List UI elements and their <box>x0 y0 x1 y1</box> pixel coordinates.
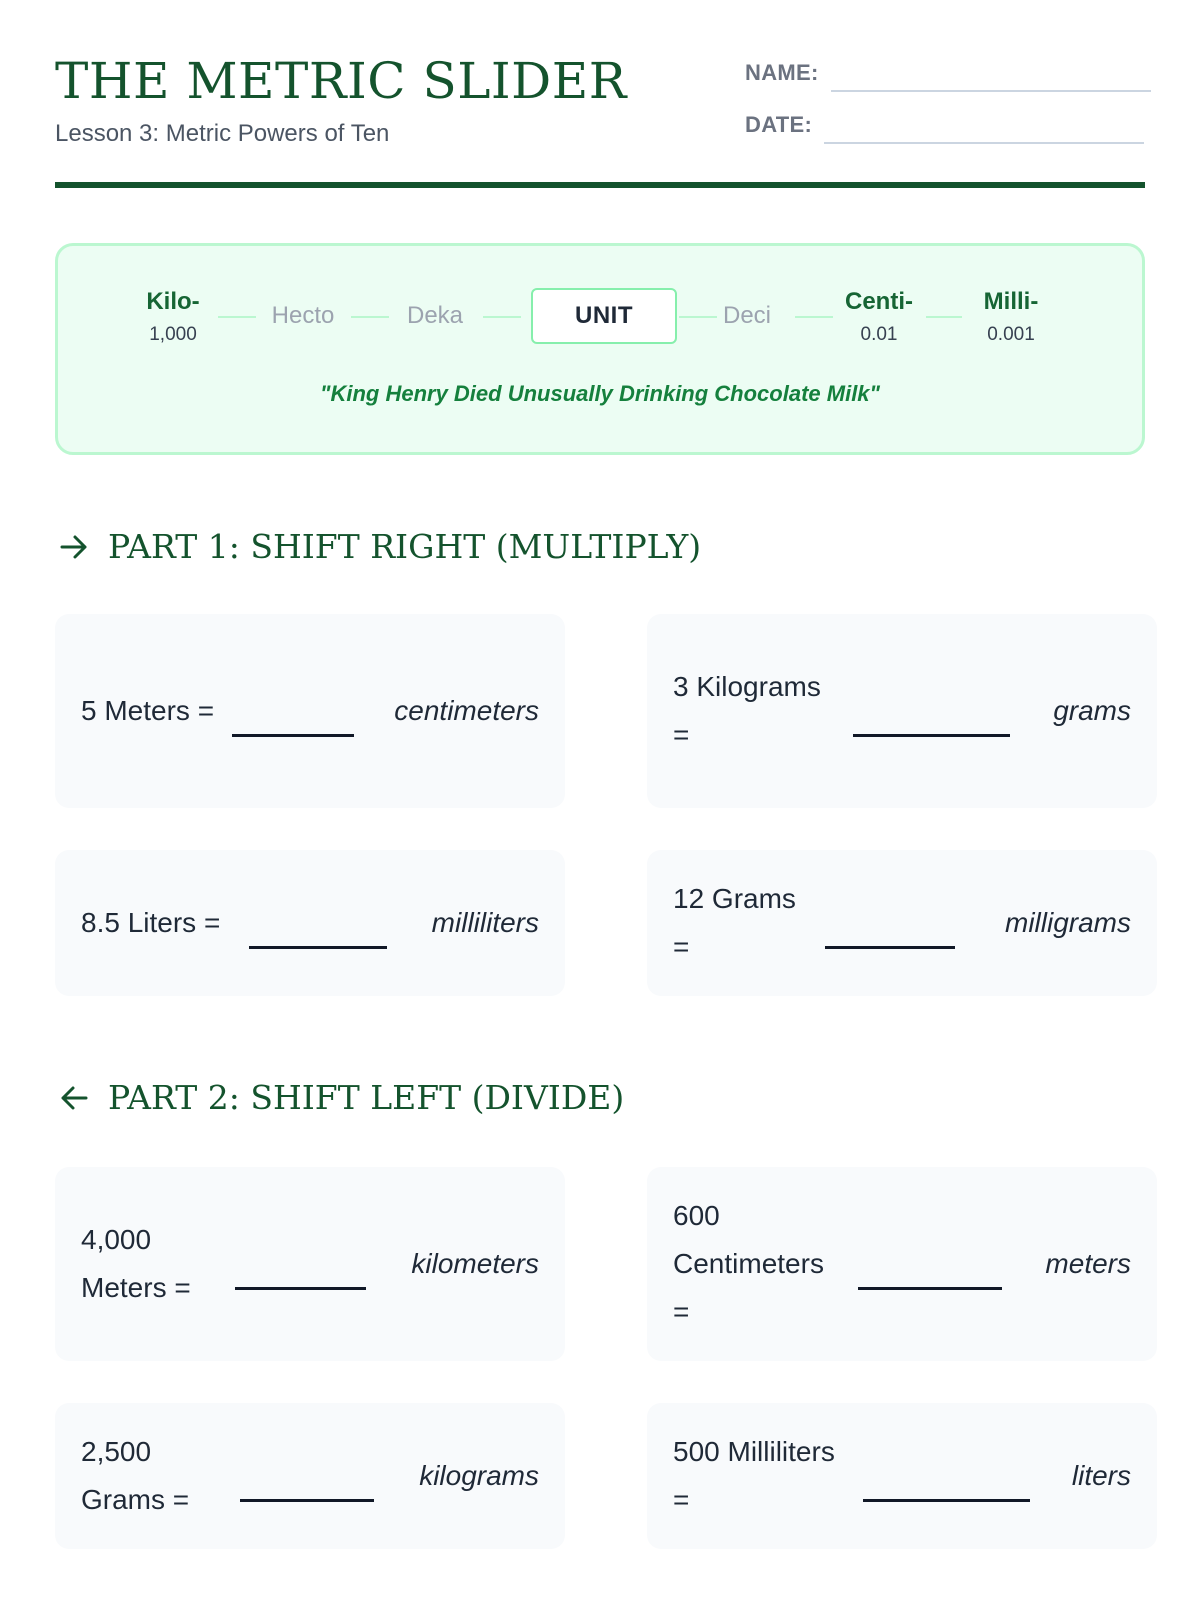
answer-blank[interactable] <box>249 946 387 949</box>
problem-target-unit: centimeters <box>394 695 539 726</box>
problem-card <box>647 1403 1157 1549</box>
date-label: DATE: <box>745 112 813 137</box>
problem-card <box>55 1403 565 1549</box>
problem-target-unit: kilometers <box>411 1248 539 1279</box>
problem-given: 3 Kilograms = <box>673 671 821 750</box>
page-title: THE METRIC SLIDER <box>55 52 627 110</box>
prefix-name: Centi- <box>845 288 913 315</box>
problem-target-unit: kilograms <box>419 1460 539 1491</box>
problem-given: 4,000 Meters = <box>81 1224 191 1303</box>
metric-slider-panel <box>55 243 1145 455</box>
date-field[interactable] <box>745 112 1144 138</box>
problem-given: 5 Meters = <box>81 695 215 726</box>
problem-card <box>647 1167 1157 1361</box>
arrow-left-icon <box>58 1082 90 1114</box>
problem-card <box>55 614 565 808</box>
prefix-value: 1,000 <box>149 324 197 345</box>
problem-given: 12 Grams = <box>673 883 796 962</box>
problem-card <box>647 614 1157 808</box>
arrow-right-icon <box>58 531 90 563</box>
answer-blank[interactable] <box>240 1499 374 1502</box>
date-line[interactable] <box>824 142 1144 144</box>
answer-blank[interactable] <box>858 1287 1002 1290</box>
prefix-name: Deci <box>722 302 772 329</box>
mnemonic-text: "King Henry Died Unusually Drinking Chocolate Milk" <box>320 381 880 406</box>
problem-card <box>55 1167 565 1361</box>
problem-card <box>55 850 565 996</box>
name-label: NAME: <box>745 60 819 85</box>
problem-given: 600 Centimeters = <box>673 1200 824 1327</box>
answer-blank[interactable] <box>232 734 354 737</box>
problem-given: 500 Milliliters = <box>673 1436 835 1515</box>
worksheet-header <box>55 0 1145 190</box>
connector <box>218 316 256 318</box>
problem-target-unit: liters <box>1071 1460 1131 1491</box>
answer-blank[interactable] <box>863 1499 1030 1502</box>
answer-blank[interactable] <box>853 734 1010 737</box>
part2-title: PART 2: SHIFT LEFT (DIVIDE) <box>108 1078 625 1117</box>
prefix-name: Deka <box>406 302 464 329</box>
prefix-deci <box>723 302 771 330</box>
prefix-value: 0.01 <box>860 324 898 345</box>
header-divider <box>55 182 1145 188</box>
prefix-name: Milli- <box>983 288 1039 315</box>
part2-heading <box>58 1078 624 1117</box>
prefix-centi <box>845 288 913 346</box>
page-subtitle: Lesson 3: Metric Powers of Ten <box>55 120 390 147</box>
problem-target-unit: meters <box>1045 1248 1131 1279</box>
problem-card <box>647 850 1157 996</box>
prefix-kilo <box>146 288 199 346</box>
part1-title: PART 1: SHIFT RIGHT (MULTIPLY) <box>108 527 702 566</box>
problem-given: 2,500 Grams = <box>81 1436 190 1515</box>
name-field[interactable] <box>745 60 1151 86</box>
connector <box>351 316 389 318</box>
prefix-name: Hecto <box>271 302 335 329</box>
part1-heading <box>58 527 701 566</box>
answer-blank[interactable] <box>825 946 955 949</box>
name-line[interactable] <box>831 90 1151 92</box>
connector <box>679 316 717 318</box>
prefix-hecto <box>272 302 335 330</box>
connector <box>795 316 833 318</box>
connector <box>483 316 521 318</box>
answer-blank[interactable] <box>235 1287 366 1290</box>
prefix-deka <box>407 302 463 330</box>
connector <box>926 316 962 318</box>
unit-box: UNIT <box>531 288 677 344</box>
prefix-row <box>58 288 1142 358</box>
prefix-name: Kilo- <box>146 288 200 315</box>
prefix-value: 0.001 <box>987 324 1035 345</box>
prefix-milli <box>984 288 1039 346</box>
problem-target-unit: grams <box>1053 695 1131 726</box>
problem-target-unit: milliliters <box>431 907 539 938</box>
problem-given: 8.5 Liters = <box>81 907 221 938</box>
problem-target-unit: milligrams <box>1005 907 1131 938</box>
